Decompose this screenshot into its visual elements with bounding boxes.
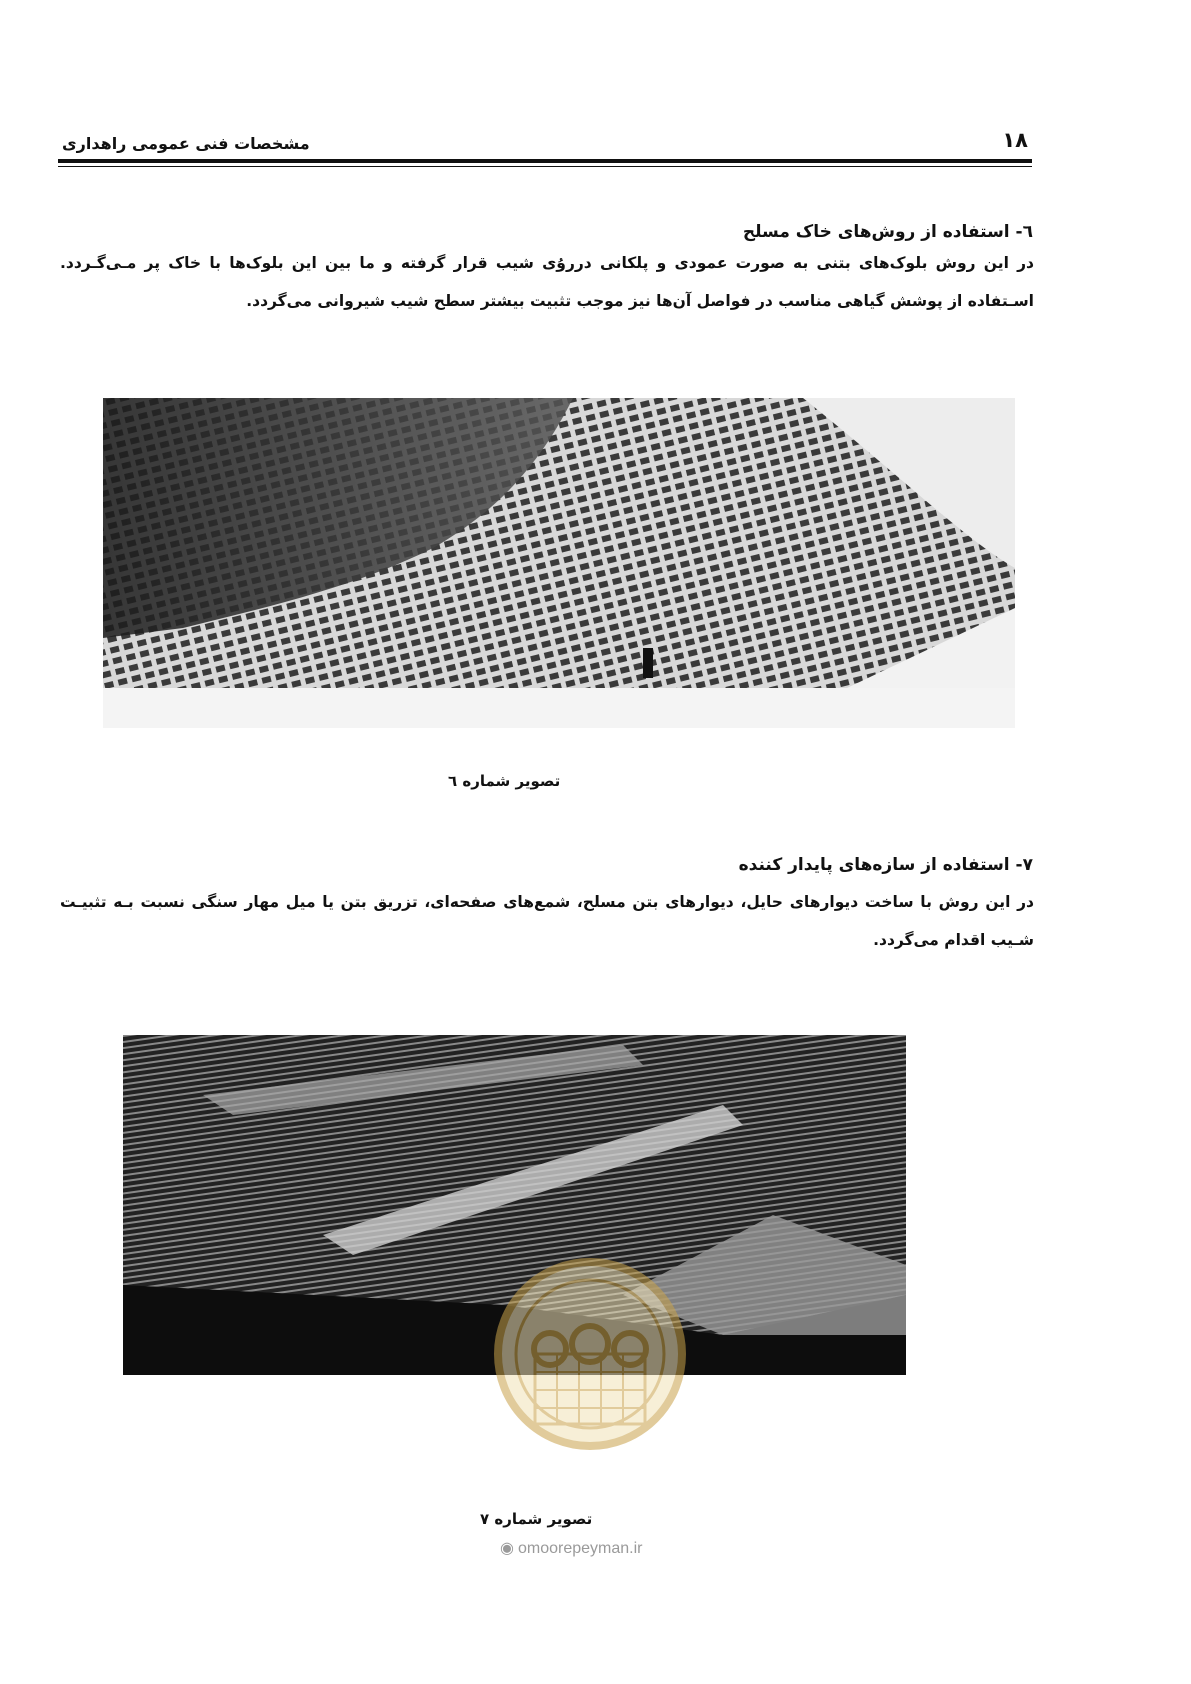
photo-6-caption: تصویر شماره ٦ — [448, 772, 561, 790]
section-7-heading: ۷- استفاده از سازه‌های پایدار کننده — [738, 855, 1033, 875]
watermark-url — [500, 1538, 642, 1558]
section-6-paragraph: در این روش بلوک‌های بتنی به صورت عمودی و پلکانی دررۇی شیب قرار گرفته و ما بین این بلوک‌ها با خاک پر مـی‌گـردد. اسـتفاده از پوشش گیاهی مناسب در فواصل آن‌ها نیز موجب تثبیت بیشتر سطح شیب شیروانی می‌گردد. — [60, 254, 1034, 310]
header-rule-thick — [58, 159, 1032, 163]
section-6-heading: ٦- استفاده از روش‌های خاک مسلح — [742, 222, 1033, 242]
header-rule-thin — [58, 166, 1032, 167]
watermark-stamp-logo — [490, 1244, 690, 1504]
photo-6-geocell-slope — [103, 398, 1015, 728]
running-title: مشخصات فنی عمومی راهداری — [62, 134, 310, 153]
page-header — [58, 128, 1032, 170]
photo-7-caption: تصویر شماره ۷ — [480, 1510, 593, 1528]
watermark-url-text: omoorepeyman.ir — [517, 1540, 643, 1557]
page-number: ۱۸ — [1002, 128, 1028, 152]
at-sign-icon: ◉ — [500, 1540, 514, 1557]
section-7-paragraph: در این روش با ساخت دیوارهای حایل، دیوارهای بتن مسلح، شمع‌های صفحه‌ای، تزریق بتن یا میل مهار سنگی نسبت بـه تثبیـت شـیب اقدام می‌گردد. — [60, 893, 1034, 949]
